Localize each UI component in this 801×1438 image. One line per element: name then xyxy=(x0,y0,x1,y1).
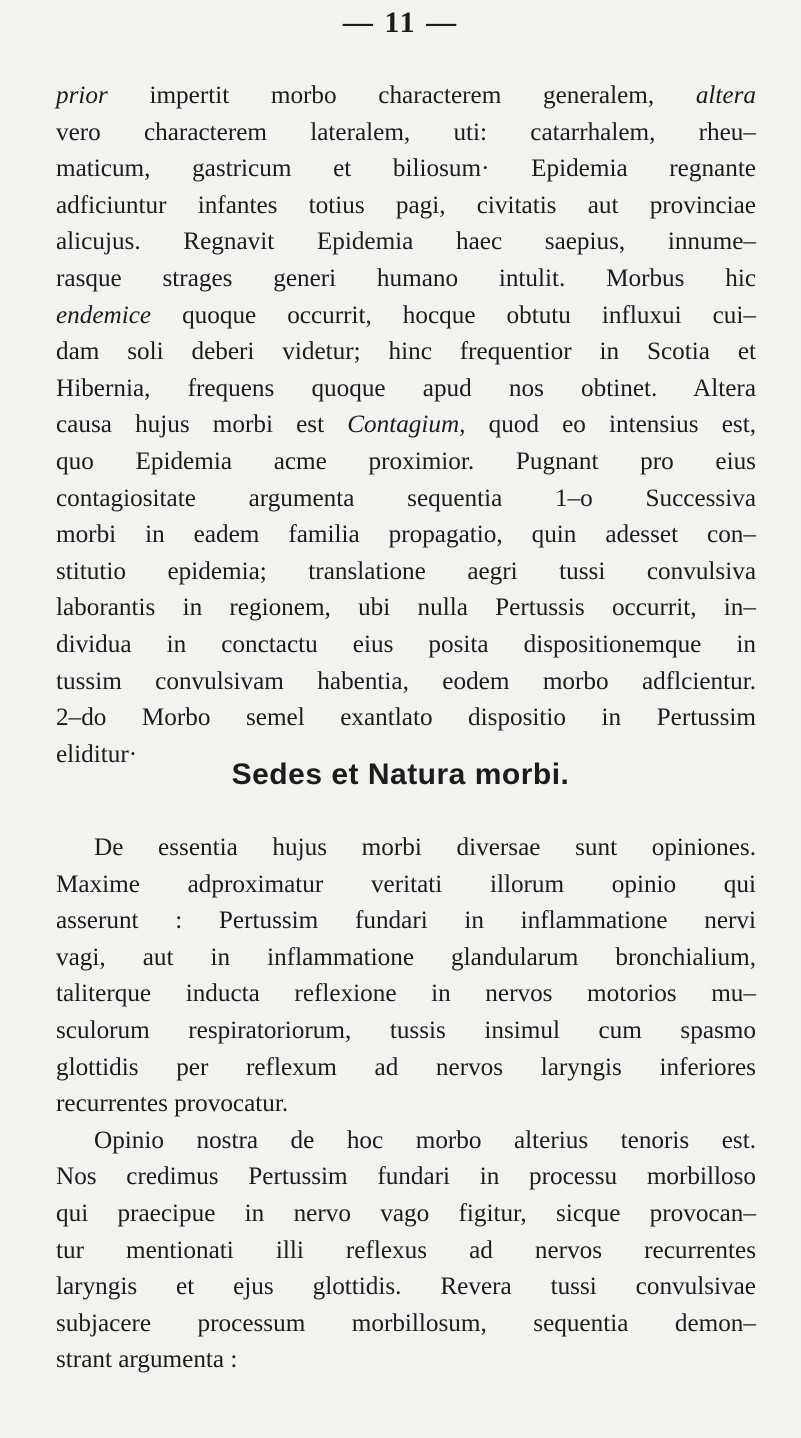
text-run: qui praecipue in nervo vago figitur, sicque provocan– xyxy=(56,1199,756,1227)
text-run: taliterque inducta reflexione in nervos motorios mu– xyxy=(56,980,756,1008)
text-line xyxy=(56,1123,756,1160)
text-line xyxy=(56,224,756,261)
text-line xyxy=(56,1233,756,1270)
italic-text: prior xyxy=(56,82,108,109)
text-line xyxy=(56,151,756,188)
paragraph-essence xyxy=(56,830,756,1379)
text-line xyxy=(56,1342,756,1379)
page-number: — 11 — xyxy=(342,6,459,39)
text-run: maticum, gastricum et biliosum· Epidemia regnante xyxy=(56,155,756,183)
italic-text: endemice xyxy=(56,301,152,329)
text-run: causa hujus morbi est xyxy=(56,411,348,439)
text-run: contagiositate argumenta sequentia 1–o Successiva xyxy=(56,484,756,512)
text-run: eliditur· xyxy=(56,740,138,768)
text-line xyxy=(56,1306,756,1343)
text-line xyxy=(56,407,756,444)
text-line xyxy=(56,1086,756,1123)
text-line xyxy=(56,1269,756,1306)
text-line xyxy=(56,1050,756,1087)
italic-text: Contagium, xyxy=(347,411,466,439)
text-line xyxy=(56,1196,756,1233)
text-run: recurrentes provocatur. xyxy=(56,1090,289,1118)
text-run: asserunt : Pertussim fundari in inflammatione nervi xyxy=(56,907,756,935)
text-run: subjacere processum morbillosum, sequentia demon– xyxy=(56,1309,756,1337)
text-line xyxy=(56,867,756,904)
text-run: strant argumenta : xyxy=(56,1346,238,1374)
text-line xyxy=(56,590,756,627)
text-line xyxy=(56,261,756,298)
text-run: laborantis in regionem, ubi nulla Pertussis occurrit, in– xyxy=(56,594,756,622)
text-run: impertit morbo characterem generalem, xyxy=(107,82,696,109)
paragraph-1 xyxy=(56,78,756,773)
text-run: Opinio nostra de hoc morbo alterius tenoris est. xyxy=(94,1126,756,1154)
text-line xyxy=(56,627,756,664)
text-run: tussim convulsivam habentia, eodem morbo adflcientur. xyxy=(56,667,756,695)
text-line xyxy=(56,830,756,867)
text-run: alicujus. Regnavit Epidemia haec saepius, innume– xyxy=(56,228,756,256)
text-line xyxy=(56,371,756,408)
text-line xyxy=(56,940,756,977)
text-line xyxy=(56,554,756,591)
text-run: dam soli deberi videtur; hinc frequentior in Scotia et xyxy=(56,338,756,366)
section-heading: Sedes et Natura morbi. xyxy=(231,758,570,791)
paragraph-2 xyxy=(56,830,756,1123)
text-run: vero characterem lateralem, uti: catarrhalem, rheu– xyxy=(56,118,756,146)
text-run: Hibernia, frequens quoque apud nos obtinet. Altera xyxy=(56,374,756,402)
text-line xyxy=(56,976,756,1013)
text-line xyxy=(56,115,756,152)
text-run: morbi in eadem familia propagatio, quin adesset con– xyxy=(56,521,756,549)
text-run: De essentia hujus morbi diversae sunt opiniones. xyxy=(94,834,756,861)
text-line xyxy=(56,444,756,481)
text-run: stitutio epidemia; translatione aegri tussi convulsiva xyxy=(56,557,756,585)
text-run: rasque strages generi humano intulit. Morbus hic xyxy=(56,264,756,292)
text-run: Nos credimus Pertussim fundari in processu morbilloso xyxy=(56,1163,756,1191)
text-line xyxy=(56,298,756,335)
text-line xyxy=(56,517,756,554)
italic-text: altera xyxy=(695,82,756,109)
text-line xyxy=(56,664,756,701)
text-run: vagi, aut in inflammatione glandularum bronchialium, xyxy=(56,943,756,971)
paragraph-3 xyxy=(56,1123,756,1379)
text-run: 2–do Morbo semel exantlato dispositio in Pertussim xyxy=(56,704,756,732)
text-line xyxy=(56,481,756,518)
text-line xyxy=(56,334,756,371)
text-line xyxy=(56,188,756,225)
text-run: sculorum respiratoriorum, tussis insimul cum spasmo xyxy=(56,1016,756,1044)
paragraph-causes xyxy=(56,78,756,773)
text-run: Maxime adproximatur veritati illorum opinio qui xyxy=(56,870,756,898)
text-line xyxy=(56,1013,756,1050)
text-run: glottidis per reflexum ad nervos laryngis inferiores xyxy=(56,1053,756,1081)
text-run: dividua in conctactu eius posita dispositionemque in xyxy=(56,630,756,658)
text-run: quo Epidemia acme proximior. Pugnant pro eius xyxy=(56,447,756,475)
text-line xyxy=(56,78,756,115)
text-run: laryngis et ejus glottidis. Revera tussi convulsivae xyxy=(56,1273,756,1301)
text-line xyxy=(56,1159,756,1196)
text-line xyxy=(56,700,756,737)
text-run: quoque occurrit, hocque obtutu influxui cui– xyxy=(151,301,756,329)
text-run: quod eo intensius est, xyxy=(465,411,756,439)
text-run: tur mentionati illi reflexus ad nervos recurrentes xyxy=(56,1236,756,1264)
text-line xyxy=(56,903,756,940)
text-run: adficiuntur infantes totius pagi, civitatis aut provinciae xyxy=(56,191,756,219)
